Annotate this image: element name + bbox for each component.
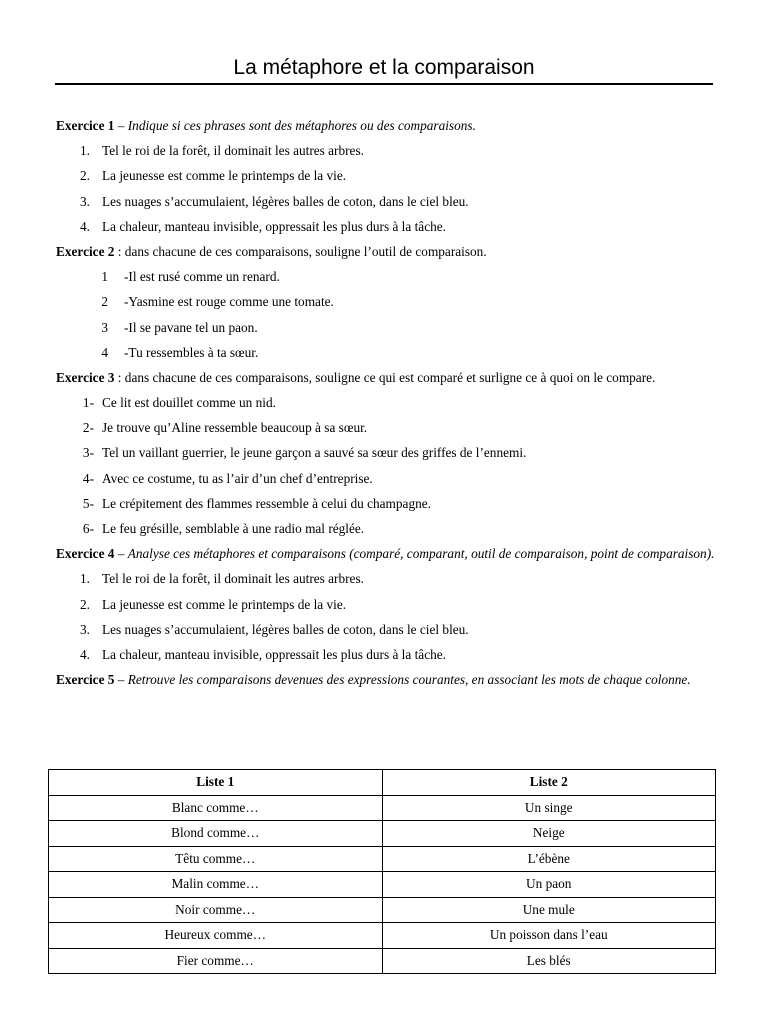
table-row	[49, 897, 716, 923]
exercise-5-label: Exercice 5	[56, 672, 115, 688]
item-text: Le feu grésille, semblable à une radio mal réglée.	[102, 521, 365, 537]
list-item	[56, 617, 716, 642]
list-item	[56, 566, 716, 591]
item-number: 4	[101, 344, 108, 360]
column-header: Liste 2	[382, 770, 716, 796]
item-text: Ce lit est douillet comme un nid.	[102, 395, 276, 411]
exercise-1-heading	[56, 113, 716, 138]
table-cell: L’ébène	[382, 846, 716, 872]
item-text: Les nuages s’accumulaient, légères balles de coton, dans le ciel bleu.	[102, 621, 469, 637]
item-number: 3.	[80, 193, 90, 209]
item-text: La chaleur, manteau invisible, oppressait les plus durs à la tâche.	[102, 218, 446, 234]
exercise-2-list	[56, 264, 716, 365]
item-text: Avec ce costume, tu as l’air d’un chef d’entreprise.	[102, 470, 373, 486]
exercise-1-separator: –	[114, 118, 128, 133]
exercise-3-heading	[56, 365, 716, 390]
item-text: Le crépitement des flammes ressemble à celui du champagne.	[102, 495, 431, 511]
table-row	[49, 846, 716, 872]
table-cell: Un paon	[382, 872, 716, 898]
item-number: 2	[101, 294, 108, 310]
item-number: 4-	[82, 470, 94, 486]
item-number: 5-	[82, 495, 94, 511]
list-item	[56, 466, 716, 491]
list-item	[56, 642, 716, 667]
column-header: Liste 1	[49, 770, 383, 796]
item-text: La jeunesse est comme le printemps de la vie.	[102, 596, 347, 612]
table-cell: Un poisson dans l’eau	[382, 923, 716, 949]
matching-table	[48, 769, 716, 974]
exercise-4-list	[56, 566, 716, 667]
item-number: 2.	[80, 596, 90, 612]
list-item	[56, 189, 716, 214]
list-item	[56, 415, 716, 440]
exercise-3-list	[56, 390, 716, 541]
item-number: 4.	[80, 647, 90, 662]
exercise-2-instruction: : dans chacune de ces comparaisons, souligne l’outil de comparaison.	[114, 243, 487, 259]
table-row	[49, 948, 716, 974]
exercise-5-instruction: Retrouve les comparaisons devenues des expressions courantes, en associant les mots de chaque colonne.	[127, 672, 691, 688]
item-text: La chaleur, manteau invisible, oppressait les plus durs à la tâche.	[102, 647, 446, 662]
table-row	[49, 795, 716, 821]
item-number: 2.	[80, 168, 90, 184]
exercise-1-instruction: Indique si ces phrases sont des métaphores ou des comparaisons.	[127, 118, 476, 133]
item-number: 6-	[82, 521, 94, 537]
list-item	[56, 592, 716, 617]
table-row	[49, 821, 716, 847]
table-cell: Neige	[382, 821, 716, 847]
list-item	[56, 138, 716, 163]
list-item	[56, 163, 716, 188]
exercise-5-separator: –	[114, 672, 128, 688]
table-cell: Malin comme…	[49, 872, 383, 898]
item-number: 4.	[80, 218, 90, 234]
table-cell: Les blés	[382, 948, 716, 974]
table-cell: Noir comme…	[49, 897, 383, 923]
item-text: Tel un vaillant guerrier, le jeune garçon a sauvé sa sœur des griffes de l’ennemi.	[102, 445, 527, 461]
item-text: Tel le roi de la forêt, il dominait les autres arbres.	[102, 571, 364, 587]
item-text: -Tu ressembles à ta sœur.	[124, 344, 259, 360]
item-number: 3	[101, 319, 108, 335]
item-text: La jeunesse est comme le printemps de la vie.	[102, 168, 347, 184]
table-cell: Blond comme…	[49, 821, 383, 847]
item-number: 1	[101, 269, 108, 285]
table-header-row	[49, 770, 716, 796]
item-text: -Il se pavane tel un paon.	[124, 319, 258, 335]
list-item	[56, 289, 716, 314]
page-title: La métaphore et la comparaison	[233, 56, 535, 79]
item-number: 3.	[80, 621, 90, 637]
exercise-2-label: Exercice 2	[56, 243, 115, 259]
item-text: Tel le roi de la forêt, il dominait les autres arbres.	[102, 143, 364, 159]
list-item	[56, 340, 716, 365]
item-text: -Il est rusé comme un renard.	[124, 269, 280, 285]
exercise-1-label: Exercice 1	[56, 118, 115, 133]
list-item	[56, 491, 716, 516]
item-text: -Yasmine est rouge comme une tomate.	[124, 294, 334, 310]
item-text: Les nuages s’accumulaient, légères balles de coton, dans le ciel bleu.	[102, 193, 469, 209]
exercise-4-separator: –	[114, 546, 128, 562]
exercise-4-label: Exercice 4	[56, 546, 115, 562]
exercises	[56, 113, 716, 692]
item-number: 2-	[82, 420, 94, 436]
list-item	[56, 390, 716, 415]
item-text: Je trouve qu’Aline ressemble beaucoup à sa sœur.	[102, 420, 368, 436]
item-number: 3-	[82, 445, 94, 461]
list-item	[56, 440, 716, 465]
title-underline	[55, 83, 713, 85]
table-cell: Têtu comme…	[49, 846, 383, 872]
table-row	[49, 923, 716, 949]
item-number: 1-	[82, 395, 94, 411]
exercise-4-heading	[56, 541, 716, 566]
table-cell: Blanc comme…	[49, 795, 383, 821]
exercise-2-heading	[56, 239, 716, 264]
exercise-1-list	[56, 138, 716, 239]
exercise-5-heading	[56, 667, 716, 692]
list-item	[56, 516, 716, 541]
table-cell: Heureux comme…	[49, 923, 383, 949]
table-cell: Fier comme…	[49, 948, 383, 974]
table-cell: Une mule	[382, 897, 716, 923]
exercise-3-label: Exercice 3	[56, 369, 115, 385]
item-number: 1.	[80, 143, 90, 159]
item-number: 1.	[80, 571, 90, 587]
table-cell: Un singe	[382, 795, 716, 821]
list-item	[56, 214, 716, 239]
list-item	[56, 264, 716, 289]
exercise-4-instruction: Analyse ces métaphores et comparaisons (comparé, comparant, outil de comparaison, point de comparaison).	[127, 546, 715, 562]
table-row	[49, 872, 716, 898]
list-item	[56, 315, 716, 340]
exercise-3-instruction: : dans chacune de ces comparaisons, souligne ce qui est comparé et surligne ce à quoi on le compare.	[114, 369, 656, 385]
